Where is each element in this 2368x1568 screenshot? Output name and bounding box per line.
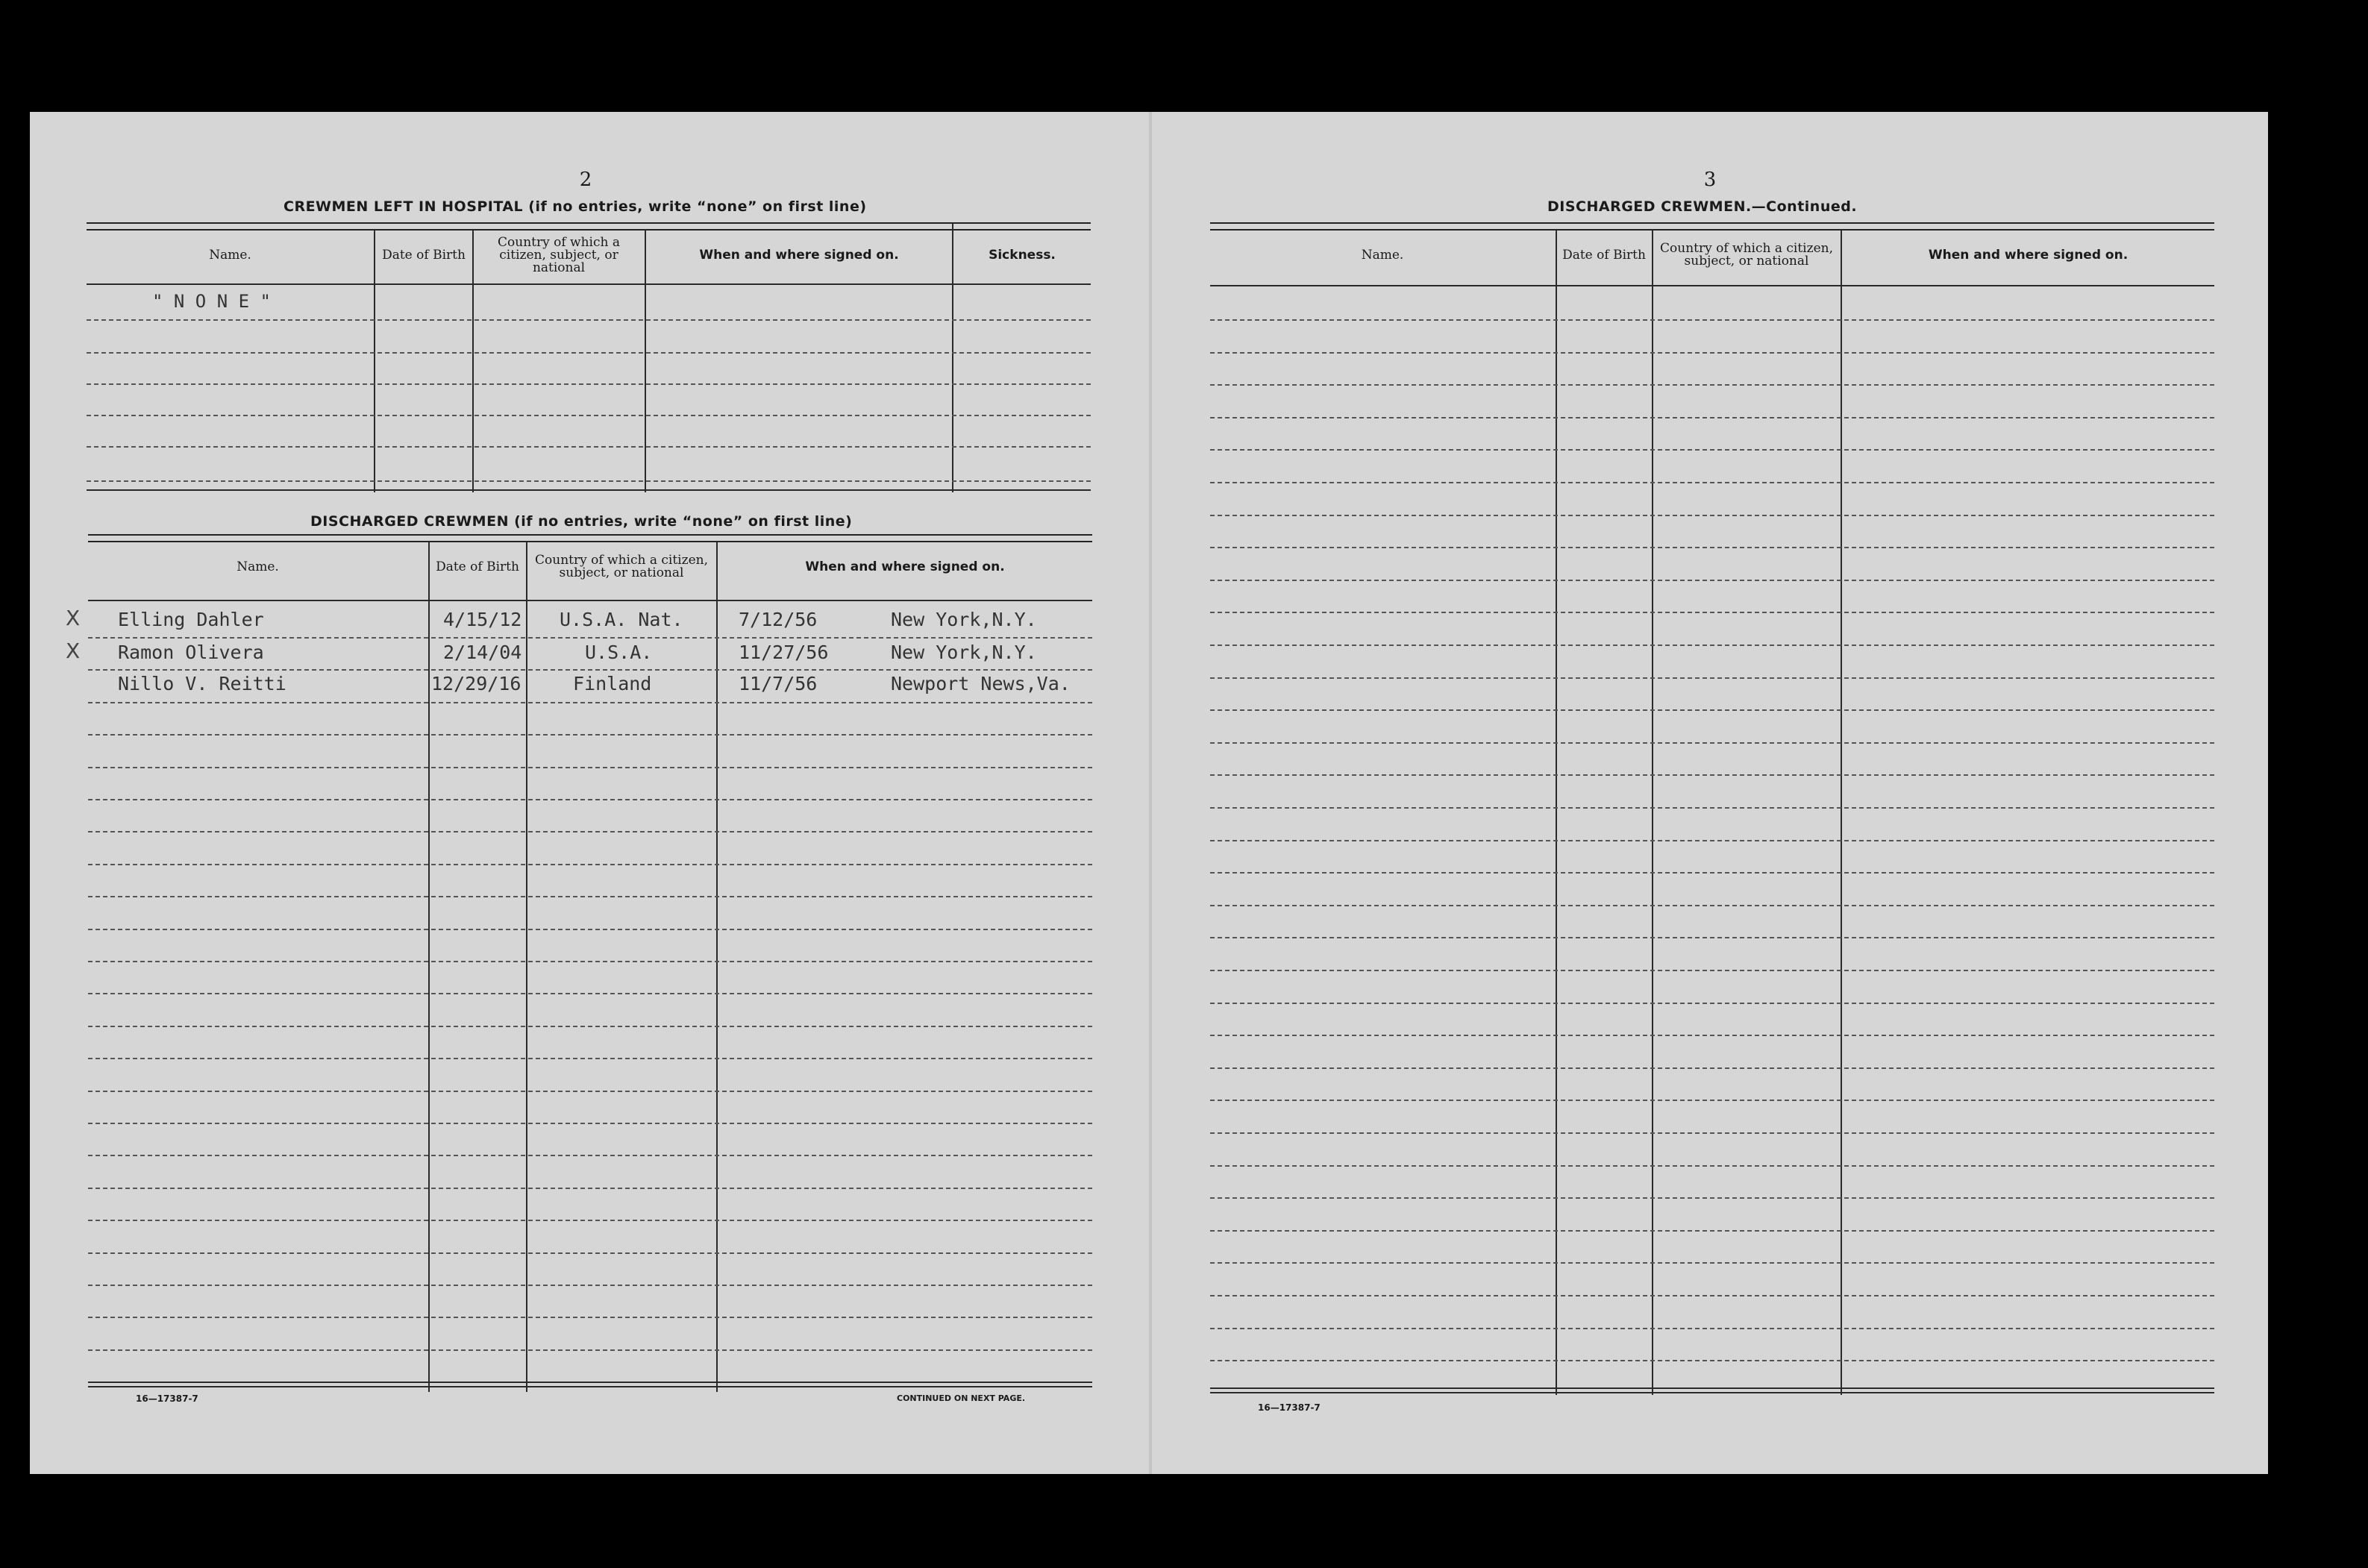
discharged-header-dob: Date of Birth — [436, 559, 519, 574]
hospital-header-when-where: When and where signed on. — [699, 247, 899, 263]
ruled-line — [1210, 547, 2214, 548]
signed-on-date: 7/12/56 — [739, 609, 818, 630]
ruled-line — [1210, 1295, 2214, 1296]
hospital-entry: " N O N E " — [152, 291, 271, 312]
ruled-line — [1210, 774, 2214, 776]
ruled-line — [1210, 872, 2214, 874]
hospital-header-name: Name. — [209, 247, 251, 263]
crewman-name: Elling Dahler — [118, 609, 264, 630]
ruled-line — [1210, 417, 2214, 418]
crewman-name: Ramon Olivera — [118, 642, 264, 663]
ruled-line — [1210, 1328, 2214, 1329]
ruled-line — [1210, 1165, 2214, 1167]
discharged-header-name: Name. — [237, 559, 279, 574]
continued-header-when-where: When and where signed on. — [1928, 247, 2129, 263]
signed-on-place: New York,N.Y. — [891, 609, 1037, 630]
ruled-line — [1210, 1035, 2214, 1036]
hospital-section-title: CREWMEN LEFT IN HOSPITAL (if no entries, write “none” on first line) — [284, 198, 867, 215]
continued-bottom-rule — [1210, 1387, 2214, 1389]
signed-on-date: 11/27/56 — [739, 642, 829, 663]
crewman-dob: 4/15/12 — [443, 609, 522, 630]
discharged-continued-table — [1210, 222, 2214, 1393]
ruled-line — [1210, 1262, 2214, 1264]
discharged-header-country: Country of which a citizen, subject, or national — [535, 553, 708, 580]
ruled-line — [1210, 807, 2214, 809]
signed-on-date: 11/7/56 — [739, 673, 818, 694]
form-number: 16—17387-7 — [1258, 1402, 1321, 1413]
continued-col-divider — [1556, 230, 1557, 1395]
ruled-line — [1210, 1360, 2214, 1361]
ruled-line — [1210, 352, 2214, 354]
crewman-country: U.S.A. — [585, 642, 653, 663]
ruled-line — [1210, 449, 2214, 451]
continued-header-dob: Date of Birth — [1562, 247, 1646, 263]
crewman-country: U.S.A. Nat. — [560, 609, 683, 630]
hospital-header-country: Country of which a citizen, subject, or national — [498, 234, 620, 275]
page-number: 2 — [579, 169, 592, 191]
ruled-line — [1210, 1197, 2214, 1199]
ruled-line — [1210, 645, 2214, 646]
ruled-line — [1210, 937, 2214, 938]
ruled-line — [1210, 709, 2214, 711]
signed-on-place: New York,N.Y. — [891, 642, 1037, 663]
ruled-line — [1210, 1100, 2214, 1101]
check-mark: X — [66, 606, 81, 630]
ruled-line — [1210, 905, 2214, 906]
discharged-continued-title: DISCHARGED CREWMEN.—Continued. — [1547, 198, 1858, 215]
ruled-line — [1210, 970, 2214, 971]
ruled-line — [1210, 1132, 2214, 1134]
ruled-line — [1210, 515, 2214, 516]
ruled-line — [1210, 319, 2214, 321]
continued-header-name: Name. — [1361, 247, 1404, 263]
crewman-dob: 12/29/16 — [431, 673, 521, 694]
hospital-header-dob: Date of Birth — [382, 247, 466, 263]
ruled-line — [1210, 742, 2214, 744]
crewman-country: Finland — [573, 673, 652, 694]
continued-bottom-rule — [1210, 1392, 2214, 1393]
ruled-line — [1210, 580, 2214, 581]
continued-note: CONTINUED ON NEXT PAGE. — [897, 1393, 1026, 1403]
check-mark: X — [66, 639, 81, 663]
continued-col-divider — [1841, 230, 1842, 1395]
continued-header-rule — [1210, 285, 2214, 286]
ruled-line — [1210, 612, 2214, 613]
ruled-line — [1210, 1230, 2214, 1232]
page-number: 3 — [1703, 169, 1717, 191]
continued-header-country: Country of which a citizen, subject, or national — [1660, 241, 1833, 269]
continued-col-divider — [1652, 230, 1653, 1395]
signed-on-place: Newport News,Va. — [891, 673, 1071, 694]
ruled-line — [1210, 384, 2214, 386]
ruled-line — [1210, 677, 2214, 679]
discharged-header-when-where: When and where signed on. — [805, 559, 1005, 574]
crewman-dob: 2/14/04 — [443, 642, 522, 663]
ruled-line — [1210, 840, 2214, 841]
crewman-name: Nillo V. Reitti — [118, 673, 286, 694]
ruled-line — [1210, 482, 2214, 483]
discharged-section-title: DISCHARGED CREWMEN (if no entries, write “none” on first line) — [310, 513, 853, 530]
ruled-line — [1210, 1067, 2214, 1069]
ruled-line — [1210, 1003, 2214, 1004]
form-number: 16—17387-7 — [136, 1393, 198, 1404]
hospital-header-sickness: Sickness. — [989, 247, 1056, 263]
